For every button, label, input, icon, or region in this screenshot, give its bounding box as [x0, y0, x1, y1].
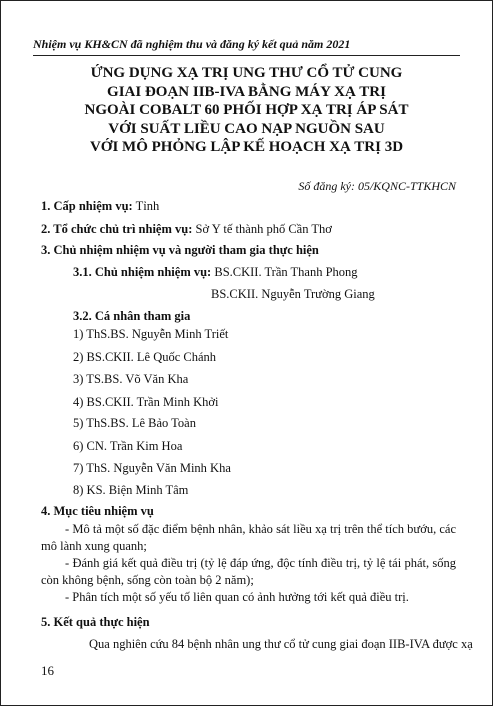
title-line: GIAI ĐOẠN IIB-IVA BẰNG MÁY XẠ TRỊ — [107, 83, 386, 100]
title-line: ỨNG DỤNG XẠ TRỊ UNG THƯ CỔ TỬ CUNG — [90, 65, 403, 81]
objective-item: - Phân tích một số yếu tố liên quan có ảnh hưởng tới kết quả điều trị. — [65, 590, 409, 604]
section-3-1 — [73, 265, 358, 280]
section-1-label: 1. Cấp nhiệm vụ: — [41, 199, 133, 213]
objective-item: - Đánh giá kết quả điều trị (tỷ lệ đáp ứng, độc tính điều trị, tỷ lệ tái phát, sống còn không bệnh, sống còn toàn bộ 2 năm); — [41, 556, 456, 587]
registration-number: Số đăng ký: 05/KQNC-TTKHCN — [298, 179, 456, 193]
title-line: VỚI SUẤT LIỀU CAO NẠP NGUỒN SAU — [108, 120, 385, 137]
section-5-heading: 5. Kết quả thực hiện — [41, 615, 150, 629]
member-item: 5) ThS.BS. Lê Bảo Toàn — [73, 416, 196, 430]
section-2-value: Sở Y tế thành phố Cần Thơ — [192, 222, 332, 236]
member-item: 3) TS.BS. Võ Văn Kha — [73, 372, 189, 386]
title-line: NGOÀI COBALT 60 PHỐI HỢP XẠ TRỊ ÁP SÁT — [84, 102, 409, 118]
page-number: 16 — [41, 663, 54, 678]
header-rule — [33, 55, 460, 56]
section-1 — [41, 199, 159, 214]
section-3-1-value: BS.CKII. Trần Thanh Phong — [211, 265, 358, 279]
member-item: 1) ThS.BS. Nguyễn Minh Triết — [73, 327, 229, 341]
section-3-heading: 3. Chủ nhiệm nhiệm vụ và người tham gia thực hiện — [41, 243, 319, 257]
section-5-text: Qua nghiên cứu 84 bệnh nhân ung thư cổ tử cung giai đoạn IIB-IVA được xạ — [89, 637, 473, 651]
section-3-1-label: 3.1. Chủ nhiệm nhiệm vụ: — [73, 265, 212, 279]
section-3-1-value-2: BS.CKII. Nguyễn Trường Giang — [211, 287, 375, 301]
section-2 — [41, 222, 332, 237]
objective-item: - Mô tả một số đặc điểm bệnh nhân, khảo sát liều xạ trị trên thể tích bướu, các mô lành xung quanh; — [41, 522, 456, 553]
section-3-2-heading: 3.2. Cá nhân tham gia — [73, 309, 191, 323]
title-line: VỚI MÔ PHỎNG LẬP KẾ HOẠCH XẠ TRỊ 3D — [89, 139, 404, 155]
member-item: 8) KS. Biện Minh Tâm — [73, 483, 189, 497]
member-item: 7) ThS. Nguyễn Văn Minh Kha — [73, 461, 231, 475]
member-item: 6) CN. Trần Kim Hoa — [73, 439, 183, 453]
section-4-heading: 4. Mục tiêu nhiệm vụ — [41, 504, 154, 518]
section-1-value: Tỉnh — [132, 199, 160, 213]
running-header: Nhiệm vụ KH&CN đã nghiệm thu và đăng ký kết quả năm 2021 — [33, 37, 351, 51]
document-title — [33, 64, 460, 157]
member-item: 2) BS.CKII. Lê Quốc Chánh — [73, 350, 217, 364]
section-2-label: 2. Tổ chức chủ trì nhiệm vụ: — [41, 222, 193, 236]
member-item: 4) BS.CKII. Trần Minh Khởi — [73, 395, 219, 409]
